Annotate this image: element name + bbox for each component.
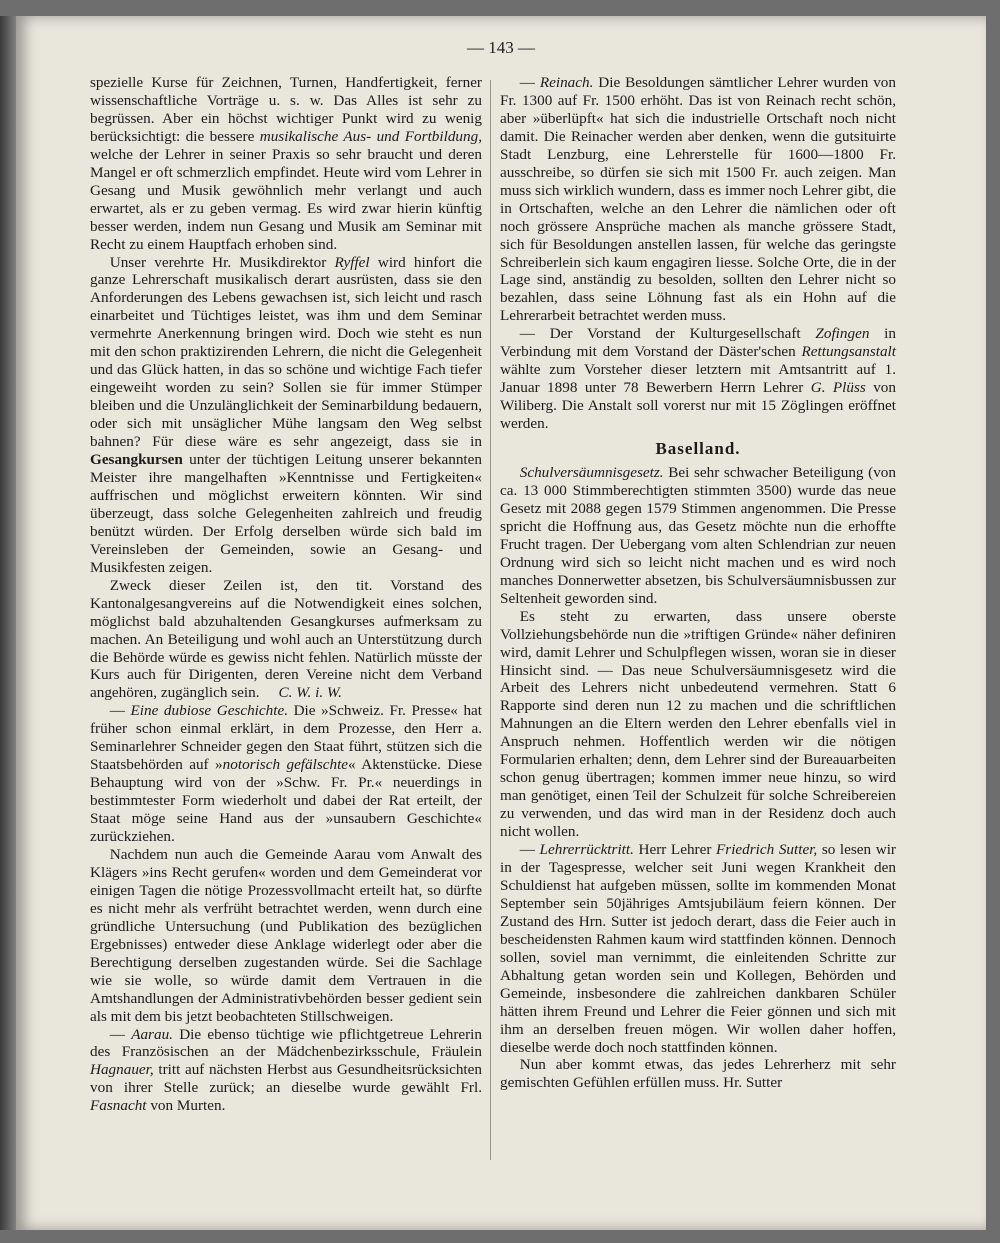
right-paragraph-5: — Lehrerrücktritt. Herr Lehrer Friedrich Sutter, so lesen wir in der Tagespresse, welcher seit Juni wegen Krankheit den Schuldienst hat aufgeben müssen, sollte im kommenden Monat September sein 50jähriges Amtsjubiläum feiern können. Der Zustand des Hrn. Sutter ist jedoch derart, dass die Feier auch in bescheidensten Rahmen kaum wird stattfinden können. Dennoch sollen, soviel man vernimmt, die einleitenden Schritte zur Abhaltung getan worden sein und Kollegen, Behörden und Gemeinde, insbesondere die zahlreichen dankbaren Schüler hätten ihrem Freund und Lehrer die Feier gönnen und sich mit ihm an derselben freuen mögen. Wir wollen daher hoffen, dieselbe werde doch noch stattfinden können. [500,841,896,1056]
page-number: — 143 — [467,38,535,57]
left-paragraph-5: Nachdem nun auch die Gemeinde Aarau vom Anwalt des Klägers »ins Recht gerufen« worden und dem Gemeinderat vor einigen Tagen die nötige Prozessvollmacht erteilt hat, so dürfte es nicht mehr als verfrüht betrachtet werden, wenn durch eine gründliche Untersuchung (und Publikation des bezüglichen Ergebnisses) entweder diese Anklage widerlegt oder aber die Berechtigung derselben zugestanden würde. Sei die Sachlage wie sie wolle, so würde damit dem Vertrauen in die Amtshandlungen der Administrativbehörden besser gedient sein als mit dem bis jetzt beobachteten Stillschweigen. [90,845,482,1025]
right-paragraph-4: Es steht zu erwarten, dass unsere oberste Vollziehungsbehörde nun die »triftigen Gründe« näher definiren wird, damit Lehrer und Schulpflegen wissen, woran sie in dieser Hinsicht sind. — Das neue Schulversäumnisgesetz wird die Arbeit des Lehrers nicht unbedeutend vermehren. Statt 6 Rapporte sind deren nun 12 zu machen und die schriftlichen Mahnungen an die Eltern werden den Lehrer ebenfalls viel in Anspruch nehmen. Hoffentlich werden wir die nötigen Formularien erhalten; denn, dem Lehrer sind der Bureauarbeiten schon genug übertragen; kommen immer neue hinzu, so wird man genötiget, einen Teil der Schulzeit für solche Schreibereien zu verwenden, und das wird man in der Residenz doch auch nicht wollen. [500,607,896,841]
left-paragraph-6: — Aarau. Die ebenso tüchtige wie pflichtgetreue Lehrerin des Französischen an der Mädchenbezirksschule, Fräulein Hagnauer, tritt auf nächsten Herbst aus Gesundheitsrücksichten von ihrer Stelle zurück; an dieselbe wurde gewählt Frl. Fasnacht von Murten. [90,1025,482,1115]
document-page [16,16,986,1230]
right-paragraph-2: — Der Vorstand der Kulturgesellschaft Zofingen in Verbindung mit dem Vorstand der Däster'schen Rettungsanstalt wählte zum Vorsteher dieser letztern mit Amtsantritt auf 1. Januar 1898 unter 78 Bewerbern Herrn Lehrer G. Plüss von Wiliberg. Die Anstalt soll vorerst nur mit 15 Zöglingen eröffnet werden. [500,325,896,433]
left-paragraph-2: Unser verehrte Hr. Musikdirektor Ryffel wird hinfort die ganze Lehrerschaft musikalisch derart ausrüsten, dass sie den Anforderungen des Lebens gewachsen ist, sich leicht und rasch einarbeitet und Tüchtiges leistet, was ihm und dem Seminar vermehrte Anerkennung bringen wird. Doch wie steht es nun mit den schon praktizirenden Lehrern, die nicht die Gelegenheit und das Glück hatten, in das so schöne und wichtige Fach tiefer eingeweiht worden zu sein? Sollen sie für immer Stümper bleiben und die Unzulänglichkeit der Seminarbildung bedauern, oder sich mit unsäglicher Mühe langsam den Weg selbst bahnen? Für diese wäre es sehr angezeigt, dass sie in Gesangkursen unter der tüchtigen Leitung unserer bekannten Meister ihre mangelhaften »Kenntnisse und Fertigkeiten« auffrischen und möglichst erweitern könnten. Wir sind überzeugt, dass solche Gelegenheiten zahlreich und freudig benützt würden. Der Erfolg derselben würde sich bald im Vereinsleben der Gemeinden, sowie an Gesang- und Musikfesten zeigen. [90,253,482,576]
right-paragraph-1: — Reinach. Die Besoldungen sämtlicher Lehrer wurden von Fr. 1300 auf Fr. 1500 erhöht. Das ist von Reinach recht schön, aber »überlüpft« hat sich die industrielle Ortschaft noch nicht damit. Die Reinacher werden aber denken, wenn die gutsituirte Stadt Lenzburg, eine Lehrerstelle für 1600—1800 Fr. ausschreibe, so dürfen sie sich mit 1500 Fr. auch zeigen. Man muss sich wirklich wundern, dass es immer noch Lehrer gibt, die in Ortschaften, welche an den Lehrer die nämlichen oder oft noch grössere Ansprüche machen als manche grössere Stadt, sich für Besoldungen anstellen lassen, für welche das geringste Schreiberlein sich kaum engagiren liesse. Solche Orte, die in der Lage sind, anständig zu besolden, sollten den Lehrer nicht so bezahlen, dass seine Löhnung fast als ein Hohn auf die Lehrerarbeit betrachtet werden muss. [500,74,896,325]
left-paragraph-4: — Eine dubiose Geschichte. Die »Schweiz. Fr. Presse« hat früher schon einmal erklärt, in dem Prozesse, den Herr a. Seminarlehrer Schneider gegen den Staat führt, stützen sich die Staatsbehörden auf »notorisch gefälschte« Aktenstücke. Diese Behauptung wird von der »Schw. Fr. Pr.« neuerdings in bestimmtester Form wiederholt und dabei der Rat erteilt, der Staat möge seine Hand aus der »unsaubern Geschichte« zurückziehen. [90,702,483,846]
column-divider [490,80,491,1160]
signature: C. W. i. W. [278,684,342,702]
right-column [500,74,896,1092]
left-paragraph-3: Zweck dieser Zeilen ist, den tit. Vorstand des Kantonalgesangvereins auf die Notwendigkeit eines solchen, möglichst bald abzuhaltenden Gesangkurses aufmerksam zu machen. An Beteiligung und wohl auch an Unterstützung durch die Behörde würde es gewiss nicht fehlen. Natürlich müsste der Kurs auch für Dirigenten, deren Vereine nicht dem Verband angehören, zugänglich sein. C. W. i. W. [90,576,482,702]
section-heading: Baselland. [655,439,741,459]
left-paragraph-1: spezielle Kurse für Zeichnen, Turnen, Handfertigkeit, ferner wissenschaftliche Vorträge u. s. w. Das Alles ist sehr zu begrüssen. Aber ein höchst wichtiger Punkt wird zu wenig berücksichtigt: die bessere musikalische Aus- und Fortbildung, welche der Lehrer in seiner Praxis so sehr braucht und deren Mangel er oft schmerzlich empfindet. Heute wird vom Lehrer in Gesang und Musik gewöhnlich mehr verlangt und auch erwartet, als er zu geben vermag. Es wird zwar hierin künftig besser werden, indem nun Gesang und Musik am Seminar mit Recht zu einem Hauptfach erhoben sind. [90,74,482,253]
right-paragraph-3: Schulversäumnisgesetz. Bei sehr schwacher Beteiligung (von ca. 13 000 Stimmberechtigten stimmten 3500) wurde das neue Gesetz mit 2088 gegen 1579 Stimmen angenommen. Die Presse spricht die Hoffnung aus, das Gesetz möchte nun die erhoffte Frucht tragen. Der Uebergang vom alten Schlendrian zur neuen Ordnung wird sich so leicht nicht machen und es wird noch manches Donnerwetter absetzen, bis Schulversäumnisbussen zur Seltenheit geworden sind. [500,464,896,607]
right-paragraph-6: Nun aber kommt etwas, das jedes Lehrerherz mit sehr gemischten Gefühlen erfüllen muss. Hr. Sutter [500,1056,896,1092]
left-column [90,74,482,1115]
